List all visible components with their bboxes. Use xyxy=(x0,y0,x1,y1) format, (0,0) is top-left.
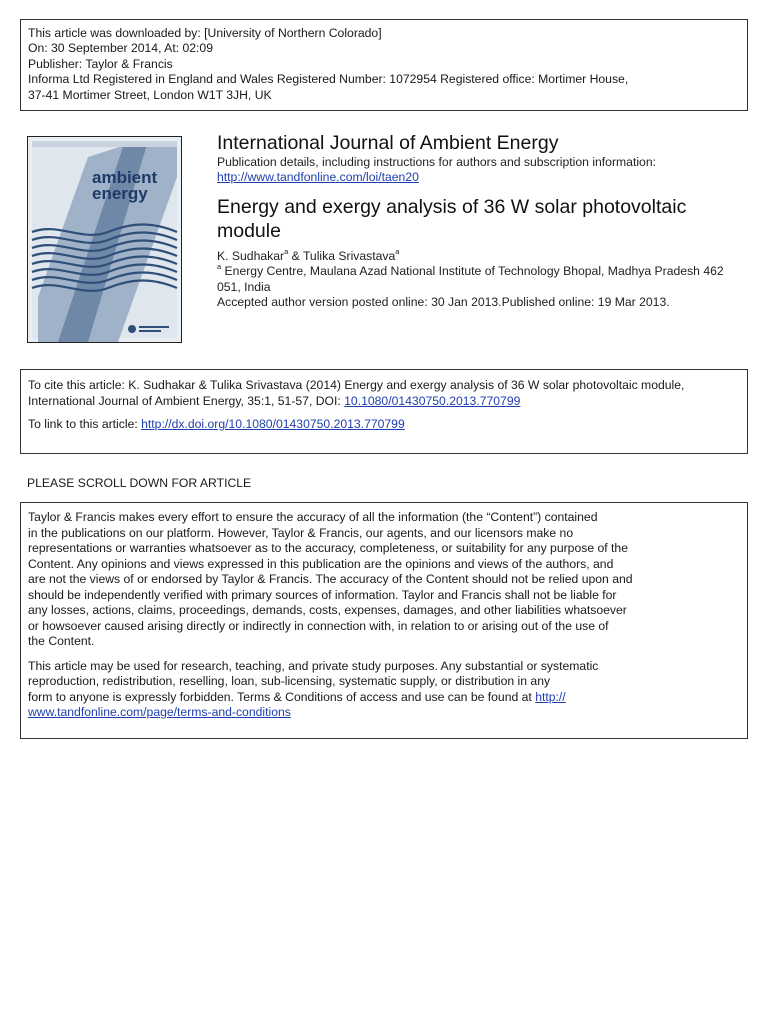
author-2: Tulika Srivastava xyxy=(302,248,396,263)
article-title xyxy=(217,195,747,243)
cover-title-line2: energy xyxy=(92,184,148,203)
cite-line2: International Journal of Ambient Energy, 35:1, 51-57, DOI: 10.1080/01430750.2013.770799 xyxy=(28,393,521,408)
terms-link-part2[interactable]: www.tandfonline.com/page/terms-and-conditions xyxy=(28,705,291,719)
article-title-line1: Energy and exergy analysis of 36 W solar photovoltaic xyxy=(217,195,687,218)
journal-title: International Journal of Ambient Energy xyxy=(217,132,559,154)
journal-url-link[interactable]: http://www.tandfonline.com/loi/taen20 xyxy=(217,170,419,185)
disclaimer-paragraph-1: Taylor & Francis makes every effort to ensure the accuracy of all the information (the “Content”) contained in the publications on our platform. However, Taylor & Francis, our agents, and our licensors make no representations or warranties whatsoever as to the accuracy, completeness, or suitability for any purpose of the Content. Any opinions and views expressed in this publication are the opinions and views of the authors, and are not the views of or endorsed by Taylor & Francis. The accuracy of the Content should not be relied upon and should be independently verified with primary sources of information. Taylor and Francis shall not be liable for any losses, actions, claims, proceedings, demands, costs, expenses, damages, and other liabilities whatsoever or howsoever caused arising directly or indirectly in connection with, in relation to or arising out of the use of the Content. xyxy=(28,510,633,648)
publication-details: Publication details, including instructions for authors and subscription information: xyxy=(217,155,656,169)
downloaded-by-line: This article was downloaded by: [University of Northern Colorado] xyxy=(28,26,382,40)
disclaimer-box xyxy=(20,502,748,739)
affiliation: $^a$ Energy Centre, Maulana Azad National Institute of Technology Bhopal, Madhya Pradesh 462 051, India xyxy=(217,262,724,294)
link-to-article: To link to this article: http://dx.doi.org/10.1080/01430750.2013.770799 xyxy=(28,417,405,432)
citation-box xyxy=(20,369,748,454)
journal-cover-image xyxy=(27,136,182,343)
registration-line: Informa Ltd Registered in England and Wales Registered Number: 1072954 Registered office: Mortimer House, xyxy=(28,72,629,87)
disclaimer-paragraph-2: This article may be used for research, teaching, and private study purposes. Any substantial or systematic reproduction, redistribution, reselling, loan, sub-licensing, systematic supply, or distribution in any form to anyone is expressly forbidden. Terms & Conditions of access and use can be found at http:// www.tandfonline.com/page/terms-and-conditions xyxy=(28,658,599,719)
address-line: 37-41 Mortimer Street, London W1T 3JH, UK xyxy=(28,87,272,102)
cover-title-line1: ambient xyxy=(92,168,158,187)
terms-link-part1[interactable]: http:// xyxy=(535,689,566,704)
doi-link[interactable]: 10.1080/01430750.2013.770799 xyxy=(344,393,521,408)
author-1: K. Sudhakar xyxy=(217,248,285,263)
download-info-box xyxy=(20,19,748,111)
article-title-line2: module xyxy=(217,219,281,242)
scroll-down-notice: PLEASE SCROLL DOWN FOR ARTICLE xyxy=(27,476,252,490)
publisher-logo-icon xyxy=(128,325,136,333)
download-date-line: On: 30 September 2014, At: 02:09 xyxy=(28,41,213,56)
publisher-line: Publisher: Taylor & Francis xyxy=(28,56,173,71)
article-info xyxy=(217,131,747,310)
article-url-link[interactable]: http://dx.doi.org/10.1080/01430750.2013.770799 xyxy=(141,417,405,432)
cite-line1: To cite this article: K. Sudhakar & Tulika Srivastava (2014) Energy and exergy analysis of 36 W solar photovoltaic module, xyxy=(28,378,685,392)
publication-dates: Accepted author version posted online: 30 Jan 2013.Published online: 19 Mar 2013. xyxy=(217,295,670,310)
authors: K. Sudhakar$^a$ & Tulika Srivastava$^a$ xyxy=(217,246,400,263)
